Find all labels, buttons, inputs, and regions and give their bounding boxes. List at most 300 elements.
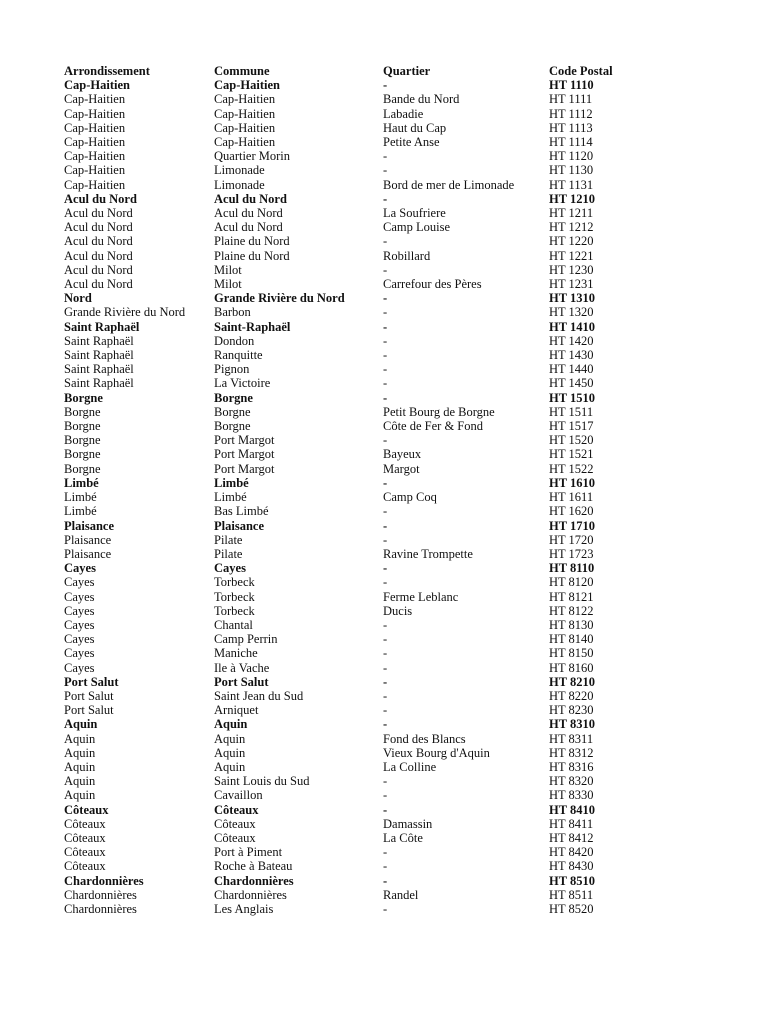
cell-commune: Limonade: [214, 163, 265, 178]
table-row: [64, 561, 644, 575]
table-row: [64, 107, 644, 121]
cell-quartier: Ducis: [383, 603, 413, 618]
cell-arrondissement: Cap-Haitien: [64, 92, 126, 107]
cell-arrondissement: Cayes: [64, 603, 95, 618]
table-row: [64, 291, 644, 305]
table-row: [64, 803, 644, 817]
cell-code-postal: HT 1420: [549, 333, 594, 348]
cell-commune: Chardonnières: [214, 887, 287, 902]
header-row: [64, 64, 644, 78]
table-row: [64, 874, 644, 888]
cell-code-postal: HT 8412: [549, 830, 594, 845]
cell-quartier: -: [383, 717, 388, 732]
cell-arrondissement: Cap-Haitien: [64, 120, 126, 135]
cell-arrondissement: Saint Raphaël: [64, 376, 134, 391]
cell-code-postal: HT 8316: [549, 759, 594, 774]
cell-arrondissement: Cap-Haitien: [64, 135, 126, 150]
cell-arrondissement: Acul du Nord: [64, 220, 133, 235]
cell-quartier: Bande du Nord: [383, 92, 460, 107]
table-row: [64, 462, 644, 476]
cell-arrondissement: Aquin: [64, 745, 96, 760]
cell-code-postal: HT 1230: [549, 262, 594, 277]
table-row: [64, 831, 644, 845]
cell-quartier: -: [383, 433, 388, 448]
cell-quartier: -: [383, 873, 388, 888]
cell-arrondissement: Chardonnières: [64, 873, 144, 888]
cell-code-postal: HT 1120: [549, 149, 594, 164]
cell-commune: Côteaux: [214, 802, 259, 817]
table-row: [64, 391, 644, 405]
cell-code-postal: HT 8130: [549, 617, 594, 632]
cell-commune: Pilate: [214, 546, 243, 561]
table-row: [64, 817, 644, 831]
cell-quartier: -: [383, 163, 388, 178]
cell-quartier: -: [383, 333, 388, 348]
cell-commune: Acul du Nord: [214, 206, 283, 221]
cell-arrondissement: Aquin: [64, 774, 96, 789]
table-row: [64, 504, 644, 518]
cell-commune: Port à Piment: [214, 845, 283, 860]
table-row: [64, 178, 644, 192]
cell-code-postal: HT 1520: [549, 433, 594, 448]
cell-commune: Cap-Haitien: [214, 92, 276, 107]
cell-arrondissement: Cap-Haitien: [64, 78, 130, 93]
cell-quartier: -: [383, 518, 388, 533]
cell-arrondissement: Aquin: [64, 731, 96, 746]
cell-commune: Ile à Vache: [214, 660, 270, 675]
cell-arrondissement: Chardonnières: [64, 901, 137, 916]
table-row: [64, 519, 644, 533]
postal-code-table: [64, 64, 644, 916]
table-row: [64, 149, 644, 163]
cell-commune: Pilate: [214, 532, 243, 547]
table-row: [64, 618, 644, 632]
cell-quartier: Petit Bourg de Borgne: [383, 404, 495, 419]
cell-arrondissement: Cap-Haitien: [64, 177, 126, 192]
header-commune: Commune: [214, 64, 270, 78]
cell-arrondissement: Limbé: [64, 490, 97, 505]
cell-arrondissement: Plaisance: [64, 532, 112, 547]
cell-arrondissement: Cayes: [64, 646, 95, 661]
cell-quartier: -: [383, 660, 388, 675]
cell-commune: Milot: [214, 277, 242, 292]
cell-arrondissement: Côteaux: [64, 830, 106, 845]
cell-quartier: Robillard: [383, 248, 431, 263]
cell-code-postal: HT 1511: [549, 404, 594, 419]
cell-commune: Cap-Haitien: [214, 120, 276, 135]
cell-arrondissement: Port Salut: [64, 703, 114, 718]
cell-arrondissement: Cayes: [64, 660, 95, 675]
cell-quartier: -: [383, 305, 388, 320]
cell-arrondissement: Plaisance: [64, 518, 114, 533]
header-code-postal: Code Postal: [549, 64, 613, 78]
cell-code-postal: HT 8420: [549, 845, 594, 860]
cell-code-postal: HT 1112: [549, 106, 593, 121]
cell-quartier: -: [383, 348, 388, 363]
cell-commune: Cap-Haitien: [214, 106, 276, 121]
cell-commune: Borgne: [214, 390, 253, 405]
cell-arrondissement: Borgne: [64, 419, 101, 434]
cell-quartier: -: [383, 788, 388, 803]
cell-code-postal: HT 8510: [549, 873, 595, 888]
cell-code-postal: HT 1320: [549, 305, 594, 320]
table-row: [64, 746, 644, 760]
table-row: [64, 376, 644, 390]
cell-quartier: Damassin: [383, 816, 433, 831]
cell-quartier: -: [383, 575, 388, 590]
cell-commune: Torbeck: [214, 603, 255, 618]
cell-code-postal: HT 8312: [549, 745, 594, 760]
cell-commune: Chardonnières: [214, 873, 294, 888]
cell-commune: Saint-Raphaël: [214, 319, 291, 334]
cell-code-postal: HT 8140: [549, 632, 594, 647]
cell-quartier: -: [383, 291, 388, 306]
cell-arrondissement: Acul du Nord: [64, 262, 133, 277]
cell-code-postal: HT 8210: [549, 674, 595, 689]
cell-commune: Plaine du Nord: [214, 234, 290, 249]
cell-code-postal: HT 1510: [549, 390, 595, 405]
cell-commune: Bas Limbé: [214, 504, 269, 519]
table-row: [64, 533, 644, 547]
cell-commune: Aquin: [214, 731, 246, 746]
cell-arrondissement: Borgne: [64, 404, 101, 419]
cell-commune: Borgne: [214, 404, 251, 419]
cell-quartier: Bayeux: [383, 447, 422, 462]
cell-arrondissement: Nord: [64, 291, 92, 306]
cell-code-postal: HT 1710: [549, 518, 595, 533]
cell-commune: Saint Jean du Sud: [214, 688, 304, 703]
cell-commune: Côteaux: [214, 830, 256, 845]
cell-code-postal: HT 1610: [549, 475, 595, 490]
cell-arrondissement: Saint Raphaël: [64, 348, 134, 363]
cell-arrondissement: Cap-Haitien: [64, 106, 126, 121]
cell-code-postal: HT 8120: [549, 575, 594, 590]
cell-quartier: Camp Louise: [383, 220, 451, 235]
cell-code-postal: HT 1522: [549, 461, 594, 476]
cell-code-postal: HT 8330: [549, 788, 594, 803]
cell-code-postal: HT 1110: [549, 78, 594, 93]
cell-arrondissement: Cap-Haitien: [64, 149, 126, 164]
cell-arrondissement: Port Salut: [64, 688, 114, 703]
cell-code-postal: HT 8230: [549, 703, 594, 718]
table-row: [64, 859, 644, 873]
table-row: [64, 405, 644, 419]
cell-arrondissement: Acul du Nord: [64, 234, 133, 249]
table-row: [64, 902, 644, 916]
table-row: [64, 320, 644, 334]
cell-quartier: -: [383, 802, 388, 817]
cell-commune: Aquin: [214, 745, 246, 760]
cell-code-postal: HT 1611: [549, 490, 594, 505]
cell-commune: Cavaillon: [214, 788, 263, 803]
cell-quartier: -: [383, 262, 388, 277]
cell-arrondissement: Côteaux: [64, 802, 109, 817]
cell-code-postal: HT 1620: [549, 504, 594, 519]
cell-quartier: -: [383, 674, 388, 689]
cell-arrondissement: Port Salut: [64, 674, 119, 689]
cell-commune: Port Margot: [214, 447, 275, 462]
cell-code-postal: HT 8411: [549, 816, 594, 831]
cell-quartier: Fond des Blancs: [383, 731, 466, 746]
cell-quartier: -: [383, 504, 388, 519]
cell-arrondissement: Cayes: [64, 561, 96, 576]
cell-code-postal: HT 8110: [549, 561, 595, 576]
cell-commune: Port Margot: [214, 461, 275, 476]
cell-code-postal: HT 1720: [549, 532, 594, 547]
cell-arrondissement: Plaisance: [64, 546, 112, 561]
header-arrondissement: Arrondissement: [64, 64, 150, 78]
table-row: [64, 476, 644, 490]
table-body: [64, 78, 644, 916]
cell-code-postal: HT 8150: [549, 646, 594, 661]
cell-quartier: -: [383, 319, 388, 334]
cell-arrondissement: Acul du Nord: [64, 277, 133, 292]
cell-commune: Torbeck: [214, 575, 255, 590]
cell-quartier: Ravine Trompette: [383, 546, 473, 561]
cell-arrondissement: Limbé: [64, 475, 99, 490]
cell-quartier: Bord de mer de Limonade: [383, 177, 515, 192]
cell-quartier: Côte de Fer & Fond: [383, 419, 483, 434]
cell-arrondissement: Borgne: [64, 461, 101, 476]
table-row: [64, 590, 644, 604]
table-row: [64, 675, 644, 689]
cell-commune: Camp Perrin: [214, 632, 278, 647]
cell-quartier: -: [383, 774, 388, 789]
table-row: [64, 661, 644, 675]
table-row: [64, 78, 644, 92]
cell-code-postal: HT 1113: [549, 120, 593, 135]
table-row: [64, 732, 644, 746]
cell-arrondissement: Acul du Nord: [64, 191, 137, 206]
cell-quartier: -: [383, 901, 388, 916]
cell-commune: Milot: [214, 262, 242, 277]
cell-code-postal: HT 8160: [549, 660, 594, 675]
cell-commune: Torbeck: [214, 589, 255, 604]
table-row: [64, 362, 644, 376]
cell-quartier: La Colline: [383, 759, 437, 774]
cell-quartier: -: [383, 390, 388, 405]
cell-code-postal: HT 8520: [549, 901, 594, 916]
cell-quartier: La Côte: [383, 830, 423, 845]
cell-commune: Ranquitte: [214, 348, 263, 363]
cell-quartier: -: [383, 617, 388, 632]
cell-code-postal: HT 1114: [549, 135, 593, 150]
table-row: [64, 277, 644, 291]
cell-arrondissement: Cayes: [64, 617, 95, 632]
cell-commune: Cap-Haitien: [214, 78, 280, 93]
table-row: [64, 760, 644, 774]
cell-arrondissement: Côteaux: [64, 845, 106, 860]
cell-commune: Acul du Nord: [214, 220, 283, 235]
table-row: [64, 632, 644, 646]
table-row: [64, 206, 644, 220]
table-row: [64, 774, 644, 788]
table-row: [64, 192, 644, 206]
cell-arrondissement: Borgne: [64, 433, 101, 448]
cell-quartier: -: [383, 532, 388, 547]
cell-quartier: -: [383, 859, 388, 874]
table-row: [64, 646, 644, 660]
table-row: [64, 220, 644, 234]
cell-code-postal: HT 1221: [549, 248, 594, 263]
cell-code-postal: HT 1131: [549, 177, 594, 192]
cell-code-postal: HT 8311: [549, 731, 594, 746]
cell-code-postal: HT 1111: [549, 92, 593, 107]
cell-code-postal: HT 8410: [549, 802, 595, 817]
cell-commune: Aquin: [214, 759, 246, 774]
cell-quartier: Margot: [383, 461, 420, 476]
table-row: [64, 135, 644, 149]
cell-code-postal: HT 8220: [549, 688, 594, 703]
cell-code-postal: HT 1211: [549, 206, 594, 221]
cell-quartier: -: [383, 78, 388, 93]
table-row: [64, 92, 644, 106]
cell-arrondissement: Aquin: [64, 759, 96, 774]
cell-code-postal: HT 1440: [549, 362, 594, 377]
cell-code-postal: HT 1517: [549, 419, 594, 434]
cell-quartier: La Soufriere: [383, 206, 446, 221]
cell-code-postal: HT 8430: [549, 859, 594, 874]
table-row: [64, 604, 644, 618]
cell-arrondissement: Cap-Haitien: [64, 163, 126, 178]
table-row: [64, 788, 644, 802]
cell-arrondissement: Acul du Nord: [64, 206, 133, 221]
table-row: [64, 334, 644, 348]
cell-commune: Cayes: [214, 561, 246, 576]
cell-code-postal: HT 8310: [549, 717, 595, 732]
cell-quartier: -: [383, 149, 388, 164]
table-row: [64, 433, 644, 447]
cell-quartier: -: [383, 845, 388, 860]
cell-commune: Borgne: [214, 419, 251, 434]
table-row: [64, 703, 644, 717]
cell-commune: Saint Louis du Sud: [214, 774, 310, 789]
cell-code-postal: HT 1231: [549, 277, 594, 292]
cell-code-postal: HT 1521: [549, 447, 594, 462]
table-row: [64, 305, 644, 319]
cell-arrondissement: Côteaux: [64, 816, 106, 831]
cell-arrondissement: Saint Raphaël: [64, 333, 134, 348]
cell-quartier: -: [383, 234, 388, 249]
table-row: [64, 490, 644, 504]
cell-arrondissement: Chardonnières: [64, 887, 137, 902]
cell-quartier: Carrefour des Pères: [383, 277, 482, 292]
cell-arrondissement: Aquin: [64, 717, 98, 732]
cell-quartier: Labadie: [383, 106, 424, 121]
cell-arrondissement: Acul du Nord: [64, 248, 133, 263]
cell-arrondissement: Cayes: [64, 575, 95, 590]
table-row: [64, 263, 644, 277]
cell-arrondissement: Aquin: [64, 788, 96, 803]
header-quartier: Quartier: [383, 64, 431, 78]
cell-commune: Acul du Nord: [214, 191, 287, 206]
cell-quartier: Petite Anse: [383, 135, 440, 150]
table-row: [64, 547, 644, 561]
cell-commune: Quartier Morin: [214, 149, 291, 164]
cell-quartier: Vieux Bourg d'Aquin: [383, 745, 490, 760]
cell-commune: Plaine du Nord: [214, 248, 290, 263]
cell-code-postal: HT 8121: [549, 589, 594, 604]
cell-arrondissement: Borgne: [64, 447, 101, 462]
cell-arrondissement: Saint Raphaël: [64, 319, 140, 334]
cell-commune: Roche à Bateau: [214, 859, 293, 874]
cell-code-postal: HT 1430: [549, 348, 594, 363]
cell-arrondissement: Limbé: [64, 504, 97, 519]
table-row: [64, 447, 644, 461]
cell-commune: Dondon: [214, 333, 255, 348]
cell-commune: Maniche: [214, 646, 258, 661]
table-row: [64, 575, 644, 589]
cell-commune: Barbon: [214, 305, 251, 320]
cell-arrondissement: Cayes: [64, 632, 95, 647]
cell-quartier: -: [383, 646, 388, 661]
cell-quartier: -: [383, 632, 388, 647]
cell-code-postal: HT 1210: [549, 191, 595, 206]
cell-code-postal: HT 1130: [549, 163, 594, 178]
cell-code-postal: HT 1450: [549, 376, 594, 391]
cell-commune: Aquin: [214, 717, 248, 732]
cell-commune: Plaisance: [214, 518, 264, 533]
postal-code-document: [64, 64, 664, 916]
table-row: [64, 234, 644, 248]
table-row: [64, 689, 644, 703]
cell-quartier: Camp Coq: [383, 490, 437, 505]
cell-quartier: -: [383, 362, 388, 377]
cell-quartier: Randel: [383, 887, 419, 902]
cell-quartier: -: [383, 376, 388, 391]
cell-commune: Côteaux: [214, 816, 256, 831]
table-row: [64, 163, 644, 177]
table-row: [64, 717, 644, 731]
cell-commune: Grande Rivière du Nord: [214, 291, 345, 306]
cell-commune: Port Margot: [214, 433, 275, 448]
cell-commune: Chantal: [214, 617, 253, 632]
cell-arrondissement: Côteaux: [64, 859, 106, 874]
cell-code-postal: HT 1310: [549, 291, 595, 306]
cell-commune: Limbé: [214, 490, 247, 505]
cell-quartier: -: [383, 561, 388, 576]
cell-arrondissement: Grande Rivière du Nord: [64, 305, 186, 320]
cell-code-postal: HT 8320: [549, 774, 594, 789]
cell-arrondissement: Cayes: [64, 589, 95, 604]
cell-commune: Cap-Haitien: [214, 135, 276, 150]
cell-quartier: -: [383, 191, 388, 206]
cell-code-postal: HT 1723: [549, 546, 594, 561]
cell-quartier: Ferme Leblanc: [383, 589, 459, 604]
table-row: [64, 888, 644, 902]
cell-commune: Les Anglais: [214, 901, 274, 916]
cell-code-postal: HT 1212: [549, 220, 594, 235]
cell-commune: Port Salut: [214, 674, 269, 689]
cell-arrondissement: Saint Raphaël: [64, 362, 134, 377]
table-row: [64, 121, 644, 135]
cell-commune: Arniquet: [214, 703, 259, 718]
table-row: [64, 348, 644, 362]
cell-quartier: -: [383, 475, 388, 490]
cell-arrondissement: Borgne: [64, 390, 103, 405]
cell-code-postal: HT 1410: [549, 319, 595, 334]
cell-commune: La Victoire: [214, 376, 271, 391]
cell-quartier: -: [383, 688, 388, 703]
cell-commune: Pignon: [214, 362, 250, 377]
table-row: [64, 249, 644, 263]
table-row: [64, 419, 644, 433]
table-row: [64, 845, 644, 859]
cell-quartier: -: [383, 703, 388, 718]
cell-quartier: Haut du Cap: [383, 120, 447, 135]
cell-commune: Limbé: [214, 475, 249, 490]
cell-commune: Limonade: [214, 177, 265, 192]
